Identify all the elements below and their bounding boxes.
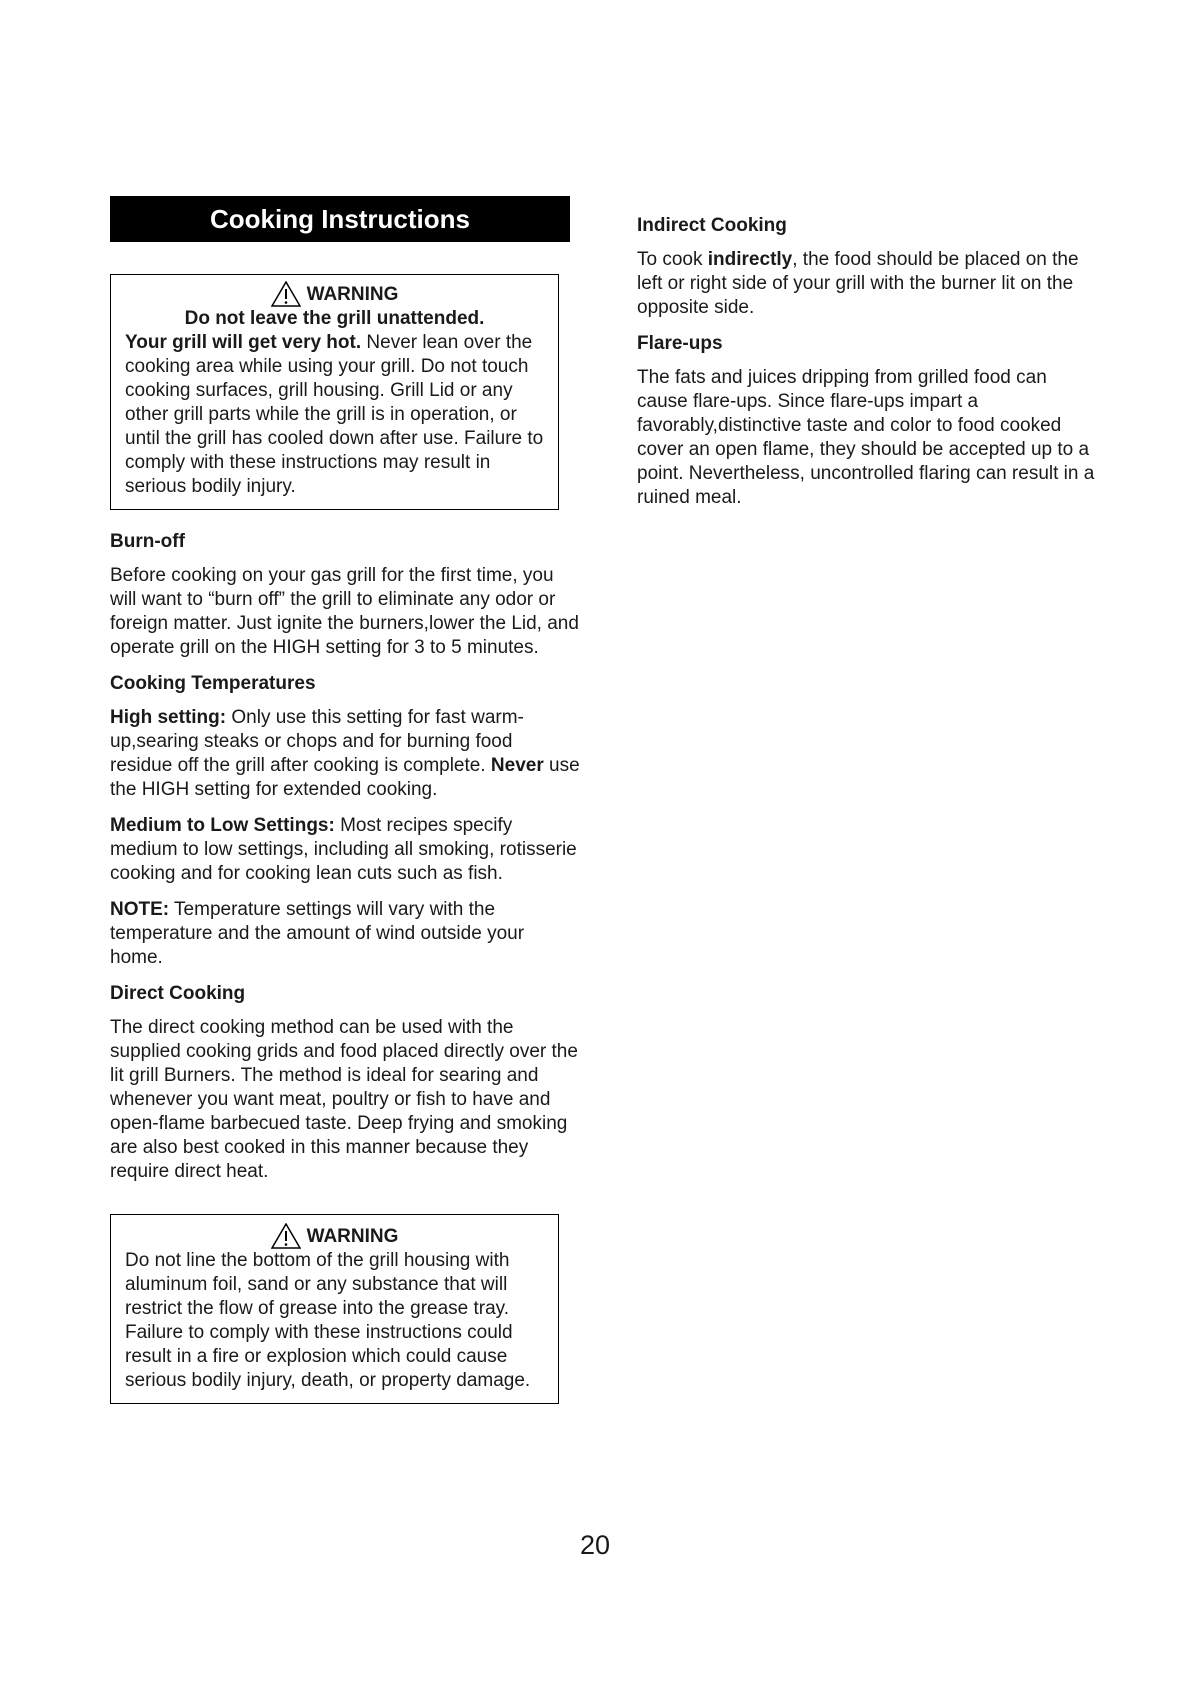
indirect-text: , the food should be placed on the left or right side of your grill with the burner lit on the opposite side. [637,249,1079,318]
indirect-intro: To cook [637,249,708,270]
warning-subheading: Do not leave the grill unattended. [184,308,485,329]
note-text: Temperature settings will vary with the temperature and the amount of wind outside your home. [110,899,525,968]
burnoff-text: Before cooking on your gas grill for the first time, you will want to “burn off” the grill to eliminate any odor or foreign matter. Just ignite the burners,lower the Lid, and operate grill on the HIGH setting for 3 to 5 minutes. [110,565,579,658]
warning-triangle-icon [271,1223,301,1249]
left-column [110,196,580,1404]
flareups-heading: Flare-ups [637,333,723,354]
high-setting-tail: use the HIGH setting for extended cooking. [110,755,580,800]
warning-heading [125,281,544,307]
warning-heading-text: WARNING [306,284,399,305]
high-setting-text: Only use this setting for fast warm-up,searing steaks or chops and for burning food residue off the grill after cooking is complete. [110,707,524,776]
warning-triangle-icon [271,281,301,307]
direct-cooking-heading: Direct Cooking [110,983,246,1004]
note-paragraph [110,898,580,970]
high-setting-paragraph [110,706,580,802]
flareups-text: The fats and juices dripping from grilled food can cause flare-ups. Since flare-ups impart a favorably,distinctive taste and color to food cooked cover an open flame, they should be accepted up to a point. Nevertheless, uncontrolled flaring can result in a ruined meal. [637,367,1095,508]
medium-setting-paragraph [110,814,580,886]
right-column [637,214,1097,522]
indirect-bold: indirectly [707,249,793,270]
burnoff-section [110,530,580,660]
medium-setting-text: Most recipes specify medium to low settings, including all smoking, rotisserie cooking and for cooking lean cuts such as fish. [110,815,577,884]
section-banner: Cooking Instructions [110,196,570,242]
medium-setting-label: Medium to Low Settings: [110,815,335,836]
high-setting-label: High setting: [110,707,227,728]
warning-body [125,331,544,499]
direct-cooking-text: The direct cooking method can be used with the supplied cooking grids and food placed directly over the lit grill Burners. The method is ideal for searing and whenever you want meat, poultry or fish to have and open-flame barbecued taste. Deep frying and smoking are also best cooked in this manner because they require direct heat. [110,1017,578,1182]
indirect-cooking-section [637,214,1097,320]
warning2-heading-text: WARNING [306,1226,399,1247]
temperatures-heading: Cooking Temperatures [110,673,316,694]
warning2-body: Do not line the bottom of the grill housing with aluminum foil, sand or any substance that will restrict the flow of grease into the grease tray. Failure to comply with these instructions could result in a fire or explosion which could cause serious bodily injury, death, or property damage. [125,1250,531,1391]
warning2-heading [125,1223,544,1249]
never-label: Never [490,755,544,776]
flareups-section [637,332,1097,510]
warning-lead: Your grill will get very hot. [125,332,362,353]
warning-box-foil [110,1214,559,1404]
warning-text: Never lean over the cooking area while using your grill. Do not touch cooking surfaces, grill housing. Grill Lid or any other grill parts while the grill is in operation, or until the grill has cooled down after use. Failure to comply with these instructions may result in serious bodily injury. [125,332,544,497]
note-label: NOTE: [110,899,170,920]
warning-box-unattended [110,274,559,510]
burnoff-heading: Burn-off [110,531,185,552]
indirect-cooking-heading: Indirect Cooking [637,215,787,236]
direct-cooking-section [110,982,580,1184]
temperatures-section [110,672,580,970]
page-number: 20 [579,1530,611,1560]
indirect-cooking-paragraph [637,248,1097,320]
